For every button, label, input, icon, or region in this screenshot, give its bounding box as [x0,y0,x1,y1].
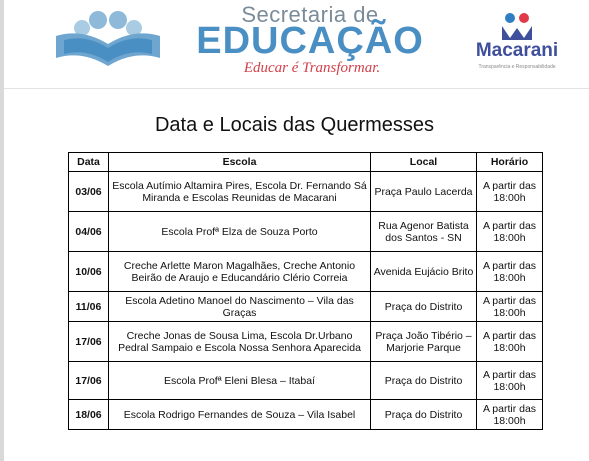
macarani-label: Macarani [475,40,559,61]
date-cell: 04/06 [69,212,109,252]
place-cell: Rua Agenor Batista dos Santos - SN [371,212,477,252]
secretaria-label: Secretaria de [241,2,379,27]
time-cell: A partir das 18:00h [477,252,543,292]
macarani-subtitle: Transparência e Responsabilidade [478,64,556,70]
document-title: Data e Locais das Quermesses [154,114,435,136]
time-cell: A partir das 18:00h [477,172,543,212]
header [0,0,589,88]
time-cell: A partir das 18:00h [477,400,543,430]
education-books-logo-icon [48,6,168,68]
table-row [69,172,543,212]
date-cell: 18/06 [69,400,109,430]
place-cell: Praça Paulo Lacerda [371,172,477,212]
school-cell: Escola Rodrigo Fernandes de Souza – Vila Isabel [109,400,371,430]
time-cell: A partir das 18:00h [477,362,543,400]
table-row [69,322,543,362]
date-cell: 03/06 [69,172,109,212]
column-header-place: Local [371,153,477,172]
table-row [69,252,543,292]
table-row [69,212,543,252]
header-divider [4,88,589,89]
time-cell: A partir das 18:00h [477,322,543,362]
date-cell: 11/06 [69,292,109,322]
school-cell: Escola Autímio Altamira Pires, Escola Dr. Fernando Sá Miranda e Escolas Reunidas de Macarani [109,172,371,212]
time-cell: A partir das 18:00h [477,292,543,322]
place-cell: Praça João Tibério – Marjorie Parque [371,322,477,362]
column-header-time: Horário [477,153,543,172]
school-cell: Escola Adetino Manoel do Nascimento – Vila das Graças [109,292,371,322]
table-header-row [69,153,543,172]
tagline: Educar é Transformar. [243,60,381,76]
place-cell: Praça do Distrito [371,400,477,430]
date-cell: 17/06 [69,362,109,400]
place-cell: Avenida Eujácio Brito [371,252,477,292]
date-cell: 10/06 [69,252,109,292]
column-header-school: Escola [109,153,371,172]
school-cell: Escola Profª Elza de Souza Porto [109,212,371,252]
educacao-label: EDUCAÇÃO [196,20,424,62]
school-cell: Creche Jonas de Sousa Lima, Escola Dr.Urbano Pedral Sampaio e Escola Nossa Senhora Aparecida [109,322,371,362]
column-header-date: Data [69,153,109,172]
place-cell: Praça do Distrito [371,362,477,400]
school-cell: Creche Arlette Maron Magalhães, Creche Antonio Beirão de Araujo e Educandário Clério Correia [109,252,371,292]
time-cell: A partir das 18:00h [477,212,543,252]
table-row [69,400,543,430]
table-row [69,292,543,322]
schedule-table [68,152,543,430]
date-cell: 17/06 [69,322,109,362]
table-row [69,362,543,400]
place-cell: Praça do Distrito [371,292,477,322]
school-cell: Escola Profª Eleni Blesa – Itabaí [109,362,371,400]
